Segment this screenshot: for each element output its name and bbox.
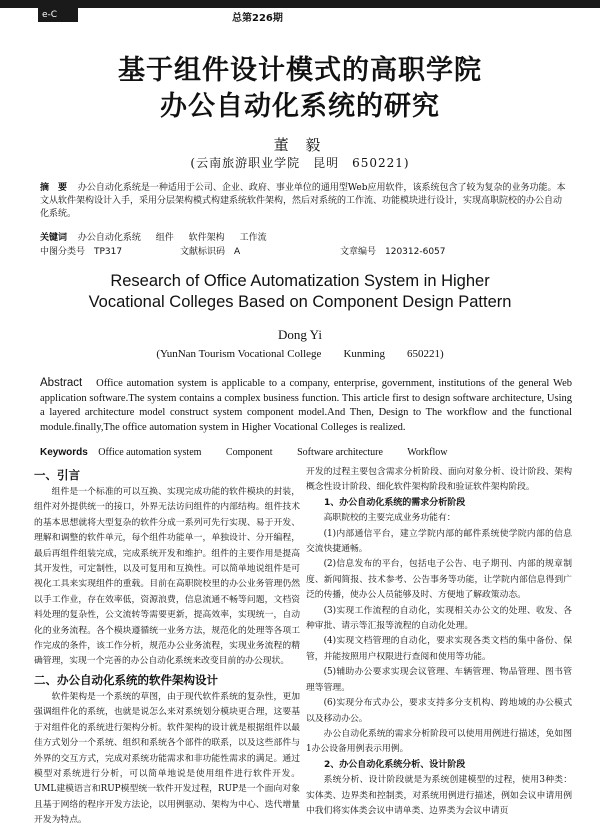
abstract-en-label: Abstract: [40, 377, 83, 389]
paragraph: 系统分析、设计阶段就是为系统创建模型的过程，使用3种类：实体类、边界类和控制类，对系统用例进行描述，例如会议申请用例中我们将实体类会议申请单类、边界类为会议申请页: [306, 775, 572, 816]
list-item: (3)实现工作流程的自动化，实现相关办公文的处理、收发、各种审批、请示等汇报等流程的自动化处理。: [306, 605, 572, 632]
abstract-cn-label: 摘 要: [40, 183, 68, 193]
subsection-heading: 2、办公自动化系统分析、设计阶段: [324, 759, 466, 770]
keyword-en: Component: [225, 447, 273, 458]
list-item: (4)实现文档管理的自动化，要求实现各类文档的集中备份、保管，并能按照用户权限进行查阅和使用等功能。: [306, 636, 572, 662]
paragraph: 开发的过程主要包含需求分析阶段、面向对象分析、设计阶段、架构概念性设计阶段、细化软件架构阶段和验证软件架构阶段。: [306, 467, 572, 493]
body-left-column: [34, 465, 300, 829]
body-right-column: [306, 465, 572, 819]
abstract-cn-text: 办公自动化系统是一种适用于公司、企业、政府、事业单位的通用型Web应用软件，该系统包含了较为复杂的业务功能。本文从软件架构设计入手，采用分层架构模式构建系统软件架构，然后对系统的工作流、功能模块进行设计，实现高职院校的办公自动化系统。: [40, 183, 566, 219]
paragraph: 软件架构是一个系统的草图，由于现代软件系统的复杂性，更加强调组件化的系统，也就是说怎么来对系统划分模块更合理，这要基于对组件化的系统进行架构分析。软件架构的设计就是根据组件以最佳方式划分一个系统、组织和系统各个部件的联系，以及这些部件与外界的交互方式，完成对系统功能需求和非功能性需求的满足。通过模型对系统进行分析，可以简单地说是使用组件进行软件开发。UML建模语言和RUP模型统一软件开发过程，RUP是一个面向对象且基于网络的程序开发方法论，以用例驱动、架构为中心、迭代增量开发为特点。: [34, 691, 300, 826]
paragraph: 办公自动化系统的需求分析阶段可以使用用例进行描述，免如图1办公设备用例表示用例。: [306, 728, 572, 755]
abstract-en-text: Office automation system is applicable to a company, enterprise, government, institutions of the general Web application software.The system contains a complex business function. This article first to design software architecture, Using a layered architecture model construct system component model.And Then, Design to The workflow and the functional module.finally,The office automation system in Higher Vocational Colleges is realized.: [40, 378, 573, 433]
doc-code: 文献标识码 A: [180, 247, 241, 257]
journal-badge: e-C: [38, 8, 78, 22]
keyword-cn: 组件: [155, 233, 174, 243]
keyword-cn: 软件架构: [188, 233, 225, 243]
subsection-heading: 1、办公自动化系统的需求分析阶段: [324, 497, 466, 508]
title-cn-line2: 办公自动化系统的研究: [160, 91, 440, 122]
clc-number: 中图分类号 TP317: [40, 247, 123, 257]
keywords-cn-label: 关键词: [40, 233, 68, 243]
section-heading: 二、办公自动化系统的软件架构设计: [34, 672, 218, 687]
abstract-en: [40, 376, 572, 435]
paragraph: 组件是一个标准的可以互换、实现完成功能的软件模块的封装，组件对外提供统一的接口，外界无法访问组件的内部结构。组件技术的基本思想就将大型复杂的软件分成一系列可先行实现、易于开发、理解和调整的软件单元，每个组件功能单一，单独设计、分开编程，最后再组件组装完成，完成系统开发和维护。组件的主要作用是提高其开发性，可定制性，以及可复用和互换性。可以简单地说组件是可视化工具来实现组件的重载。目前在高职院校里的办公业务管理仍然以手工作业，存在效率低，资源浪费，信息流通不畅等问题，文档资料处理的复杂性，公文流转等需要更新，提高效率，实现统一，自动化的业务流程。各个模块遵循统一业务方法，规范化的处理等各项工作完成的条件，该工作分析，规范办公业务流程，实现业务流程的精确管理，实现一个完善的办公自动化系统来改变目前的办公现状。: [34, 487, 300, 667]
section-heading: 一、引言: [34, 468, 80, 482]
list-item: (2)信息发布的平台，包括电子公告、电子期刊、内部的规章制度、新闻简报、技术参考、公告事务等功能，让学院内部信息得到广泛的传播，使办公人员能够及时、方便地了解政策动态。: [306, 559, 572, 601]
keyword-cn: 工作流: [239, 233, 267, 243]
issue-number: 总第226期: [232, 13, 283, 24]
affiliation-cn: (云南旅游职业学院 昆明 650221): [190, 156, 410, 170]
title-en-line2: Vocational Colleges Based on Component Design Pattern: [88, 293, 512, 311]
header-bar: [0, 0, 600, 8]
list-item: (5)辅助办公要求实现会议管理、车辆管理、物品管理、图书管理等管理。: [306, 667, 572, 693]
keywords-cn: [40, 230, 570, 243]
keywords-en-label: Keywords: [40, 447, 88, 458]
list-item: (6)实现分布式办公，要求支持多分支机构、跨地域的办公模式以及移动办公。: [306, 698, 572, 724]
article-number: 文章编号 120312-6057: [340, 247, 446, 257]
keywords-en: [40, 447, 572, 458]
abstract-cn: [40, 182, 570, 221]
affiliation-en: (YunNan Tourism Vocational College Kunming 650221): [156, 348, 444, 360]
journal-header: [0, 0, 600, 28]
title-en-line1: Research of Office Automatization System in Higher: [110, 272, 490, 290]
author-en: Dong Yi: [278, 327, 322, 342]
author-cn: 董 毅: [273, 136, 327, 154]
keyword-en: Software architecture: [297, 447, 383, 458]
list-item: (1)内部通信平台，建立学院内部的邮件系统使学院内部的信息交流快捷通畅。: [306, 528, 572, 555]
keyword-en: Office automation system: [98, 447, 202, 458]
title-cn-line1: 基于组件设计模式的高职学院: [118, 55, 482, 86]
paragraph: 高职院校的主要完成业务功能有：: [323, 513, 456, 524]
keyword-cn: 办公自动化系统: [77, 233, 141, 243]
keyword-en: Workflow: [407, 447, 448, 458]
